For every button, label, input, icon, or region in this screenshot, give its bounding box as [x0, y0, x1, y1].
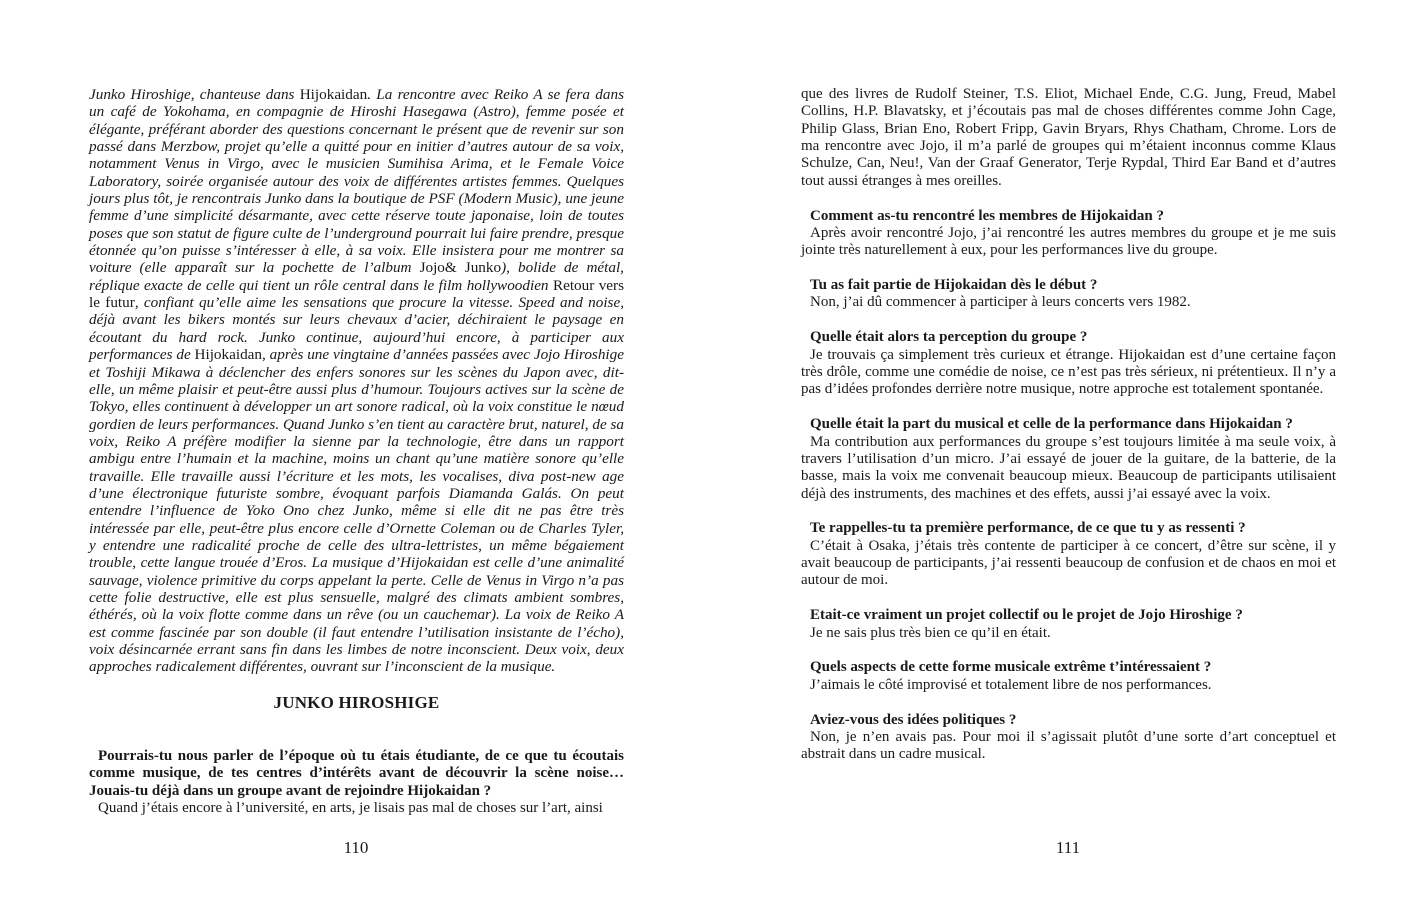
intro-text: Junko Hiroshige, chanteuse dans: [89, 86, 300, 103]
answer: Quand j’étais encore à l’université, en arts, je lisais pas mal de choses sur l’art, ainsi: [98, 800, 603, 817]
left-page: [89, 86, 625, 817]
qa-item: [801, 277, 1336, 312]
qa-item: [801, 520, 1336, 589]
question: Quels aspects de cette forme musicale extrême t’intéressaient ?: [810, 659, 1212, 676]
answer: Je trouvais ça simplement très curieux et étrange. Hijokaidan est d’une certaine façon très drôle, comme une comédie de noise, ce n’est pas très sérieux, ni prétentieux. Il n’y a pas d’idées profondes derrière notre musique, notre approche est totalement spontanée.: [801, 346, 1336, 398]
answer: Ma contribution aux performances du groupe s’est toujours limitée à ma seule voix, à travers l’utilisation d’un micro. J’ai essayé de jouer de la guitare, de la batterie, de la basse, mais la voix me convenait beaucoup mieux. Beaucoup de participants utilisaient déjà des instruments, des machines et des effets, aussi j’ai essayé avec la voix.: [801, 433, 1336, 502]
qa-item: [801, 416, 1336, 503]
answer: J’aimais le côté improvisé et totalement libre de nos performances.: [810, 676, 1212, 693]
qa-item: [801, 659, 1336, 694]
answer: Après avoir rencontré Jojo, j’ai rencontré les autres membres du groupe et je me suis jointe très naturellement à eux, pour les performances live du groupe.: [801, 224, 1336, 259]
question: Te rappelles-tu ta première performance, de ce que tu y as ressenti ?: [810, 520, 1246, 537]
page-number-right: 111: [1055, 838, 1081, 857]
intro-text: . La rencontre avec Reiko A se fera dans un café de Yokohama, en compagnie de Hiroshi Hasegawa (Astro), femme posée et élégante, préférant aborder des questions concernant le présent que de revenir sur son passé dans Merzbow, projet qu’elle a quitté pour en initier d’autres autour de sa voix, notamment Venus in Virgo, avec le musicien Sumihisa Arima, et le Female Voice Laboratory, soirée organisée autour des voix de différentes artistes femmes. Quelques jours plus tôt, je rencontrais Junko dans la boutique de PSF (Modern Music), une jeune femme d’une simplicité désarmante, avec cette réserve toute japonaise, loin de toutes poses que son statut de figure culte de l’underground pourrait lui faire prendre, presque étonnée qu’on puisse s’intéresser à elle, à sa voix. Elle insistera pour me montrer sa voiture (elle apparaît sur la pochette de l’album: [89, 86, 624, 277]
qa-item: [801, 329, 1336, 398]
answer: C’était à Osaka, j’étais très contente de participer à ce concert, d’être sur scène, il y avait beaucoup de participants, j’ai ressenti beaucoup de confusion et de chaos en moi et autour de moi.: [801, 537, 1336, 589]
album-title: Jojo& Junko: [419, 259, 502, 277]
section-title: JUNKO HIROSHIGE: [273, 693, 440, 712]
question: Quelle était la part du musical et celle de la performance dans Hijokaidan ?: [810, 416, 1293, 433]
answer: Non, je n’en avais pas. Pour moi il s’agissait plutôt d’une sorte d’art conceptuel et abstrait dans un cadre musical.: [801, 728, 1336, 763]
continued-answer: que des livres de Rudolf Steiner, T.S. Eliot, Michael Ende, C.G. Jung, Freud, Mabel Collins, H.P. Blavatsky, et j’écoutais pas mal de choses différentes comme John Cage, Philip Glass, Brian Eno, Robert Fripp, Gavin Bryars, Rhys Chatham, Chrome. Lors de ma rencontre avec Jojo, il m’a parlé de groupes qui m’étaient inconnus comme Klaus Schulze, Can, Neu!, Van der Graaf Generator, Terje Rypdal, Third Ear Band et d’autres tout aussi étranges à mes oreilles.: [801, 86, 1336, 189]
intro-text: , confiant qu’elle aime les sensations que procure la vitesse. Speed and noise, déjà avant les bikers montés sur leurs chevaux d’acier, déchiraient le paysage en écoutant du hard rock. Junko continue, aujourd’hui encore, à participer aux performances de: [89, 294, 625, 364]
band-name: Hijokaidan: [194, 346, 262, 364]
band-name: Hijokaidan: [299, 86, 368, 103]
qa-list: [801, 208, 1336, 764]
question: Etait-ce vraiment un projet collectif ou le projet de Jojo Hiroshige ?: [810, 607, 1243, 624]
answer: Non, j’ai dû commencer à participer à leurs concerts vers 1982.: [810, 294, 1191, 311]
question: Comment as-tu rencontré les membres de Hijokaidan ?: [810, 207, 1164, 224]
question: Tu as fait partie de Hijokaidan dès le début ?: [810, 277, 1098, 294]
question: Pourrais-tu nous parler de l’époque où tu étais étudiante, de ce que tu écoutais comme musique, de tes centres d’intérêts avant de découvrir la scène noise… Jouais-tu déjà dans un groupe avant de rejoindre Hijokaidan ?: [89, 748, 624, 799]
first-qa: [89, 748, 624, 817]
question: Aviez-vous des idées politiques ?: [810, 711, 1017, 728]
film-title: Retour vers le futur: [89, 276, 625, 312]
intro-text: , après une vingtaine d’années passées avec Jojo Hiroshige et Toshiji Mikawa à déclencher des enfers sonores sur les scènes du Japon avec, dit-elle, un même plaisir et peut-être aussi plus d’humour. Toujours actives sur la scène de Tokyo, elles continuent à développer un art sonore radical, où la voix constitue le nœud gordien de leurs performances. Quand Junko s’en tient au caractère brut, naturel, de sa voix, Reiko A préfère modifier la sienne par la technologie, être dans un rapport ambigu entre l’humain et la machine, moins un chant qu’une matière sonore qu’elle travaille. Elle travaille aussi l’écriture et les mots, les vocalises, diva post-new age d’une électronique futuriste sombre, évoquant parfois Diamanda Galás. On peut entendre l’influence de Yoko Ono chez Junko, même si elle dit ne pas être très intéressée par elle, peut-être plus encore celle d’Ornette Coleman ou de Charles Tyler, y entendre une radicalité proche de celle des ultra-lettristes, un même bégaiement trouble, cette langue trouée d’Eros. La musique d’Hijokaidan est celle d’une animalité sauvage, violence primitive du corps appelant la perte. Celle de Venus in Virgo n’a pas cette folie destructive, elle est plus sensuelle, malgré des climats ambient sombres, éthérés, où la voix flotte comme dans un rêve (ou un cauchemar). La voix de Reiko A est comme fascinée par son double (il faut entendre l’utilisation insistante de l’écho), voix désincarnée errant sans fin dans les limbes de notre inconscient. Deux voix, deux approches radicalement différentes, ouvrant sur l’inconscient de la musique.: [89, 346, 624, 676]
answer: Je ne sais plus très bien ce qu’il en était.: [810, 624, 1051, 641]
intro-paragraph: [89, 86, 624, 676]
qa-item: [801, 712, 1336, 764]
qa-item: [801, 208, 1336, 260]
page-number-left: 110: [343, 838, 369, 857]
qa-item: [801, 607, 1336, 642]
intro-text: ), bolide de métal, réplique exacte de celle qui tient un rôle central dans le film hollywoodien: [89, 259, 624, 294]
question: Quelle était alors ta perception du groupe ?: [810, 329, 1088, 346]
right-page: [801, 86, 1336, 781]
